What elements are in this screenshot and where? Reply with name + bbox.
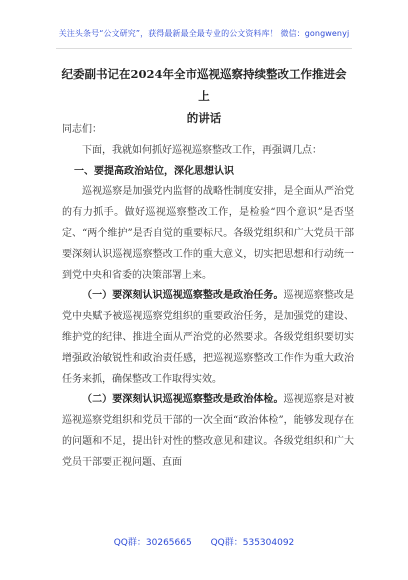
intro-paragraph: 下面，我就如何抓好巡视巡察整改工作，再强调几点：: [82, 144, 322, 156]
footer-contacts: [0, 535, 408, 548]
title-line-2: 的讲话: [186, 111, 222, 125]
subsection-2-heading: （二）要深刻认识巡视巡察整改是政治体检。: [82, 394, 284, 406]
salutation: 同志们：: [62, 124, 102, 135]
subsection-1-text: 巡视巡察整改是党中央赋予被巡视巡察党组织的重要政治任务，是加强党的建设、维护党的纪律、推进全面从严治党的必然要求。各级党组织要切实增强政治敏锐性和政治责任感，把巡视巡察整改工作作为重大政治任务来抓，确保整改工作取得实效。: [62, 290, 355, 385]
promo-banner: 关注头条号“公文研究”，获得最新最全最专业的公文资料库！ 微信：gongwenyj: [58, 29, 350, 38]
header-divider: [56, 48, 352, 49]
subsection-2-text: 巡视巡察是对被巡视巡察党组织和党员干部的一次全面“政治体检”，能够发现存在的问题和不足，提出针对性的整改意见和建议。各级党组织和广大党员干部要正视问题、直面: [62, 394, 355, 468]
document-body: [62, 120, 354, 474]
subsection-1: [62, 286, 354, 390]
subsection-2: [62, 390, 354, 473]
section-heading-1: 一、要提高政治站位，深化思想认识: [74, 165, 234, 177]
qq-group-1: QQ群：30265665: [113, 538, 192, 548]
paragraph-1: 巡视巡察是加强党内监督的战略性制度安排，是全面从严治党的有力抓手。做好巡视巡察整改工作，是检验“四个意识”是否坚定、“两个维护”是否自觉的重要标尺。各级党组织和广大党员干部要深刻认识巡视巡察整改工作的重大意义，切实把思想和行动统一到党中央和省委的决策部署上来。: [62, 186, 354, 281]
qq-group-2: QQ群：535304092: [210, 538, 295, 548]
subsection-1-heading: （一）要深刻认识巡视巡察整改是政治任务。: [82, 290, 284, 302]
title-line-1: 纪委副书记在2024年全市巡视巡察持续整改工作推进会上: [61, 67, 347, 103]
